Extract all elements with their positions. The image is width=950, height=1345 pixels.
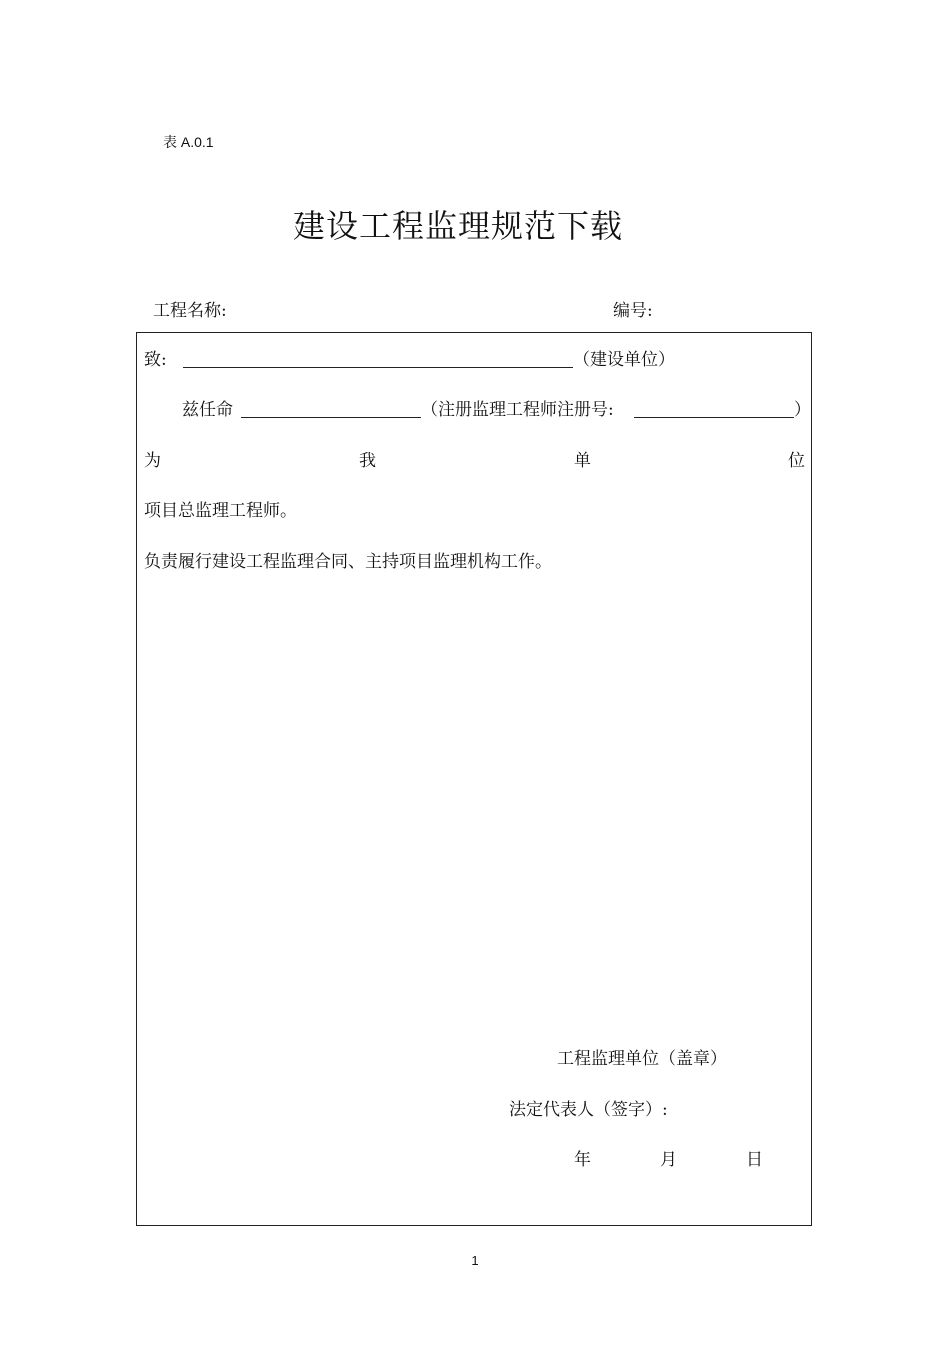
form-box	[136, 332, 812, 1226]
to-suffix: （建设单位）	[573, 350, 675, 370]
number-label: 编号:	[613, 301, 653, 321]
appointee-field[interactable]	[241, 417, 421, 418]
reg-label: （注册监理工程师注册号:	[421, 400, 614, 420]
table-number: 表 A.0.1	[163, 134, 214, 150]
reg-close: ）	[794, 400, 811, 420]
spread-char-1: 为	[144, 451, 161, 471]
project-name-label: 工程名称:	[153, 301, 227, 321]
appoint-label: 兹任命	[182, 400, 233, 420]
duty-line: 负责履行建设工程监理合同、主持项目监理机构工作。	[144, 552, 552, 572]
role-line: 项目总监理工程师。	[144, 501, 297, 521]
month-label: 月	[660, 1150, 677, 1170]
page-number: 1	[471, 1253, 479, 1268]
reg-number-field[interactable]	[634, 417, 794, 418]
spread-char-2: 我	[359, 451, 376, 471]
seal-label: 工程监理单位（盖章）	[557, 1049, 727, 1069]
to-field[interactable]	[183, 367, 573, 368]
year-label: 年	[574, 1150, 591, 1170]
spread-char-4: 位	[788, 451, 805, 471]
page-title: 建设工程监理规范下载	[292, 207, 623, 245]
to-label: 致:	[144, 350, 167, 370]
rep-label: 法定代表人（签字）:	[509, 1100, 668, 1120]
day-label: 日	[746, 1150, 763, 1170]
spread-char-3: 单	[574, 451, 591, 471]
